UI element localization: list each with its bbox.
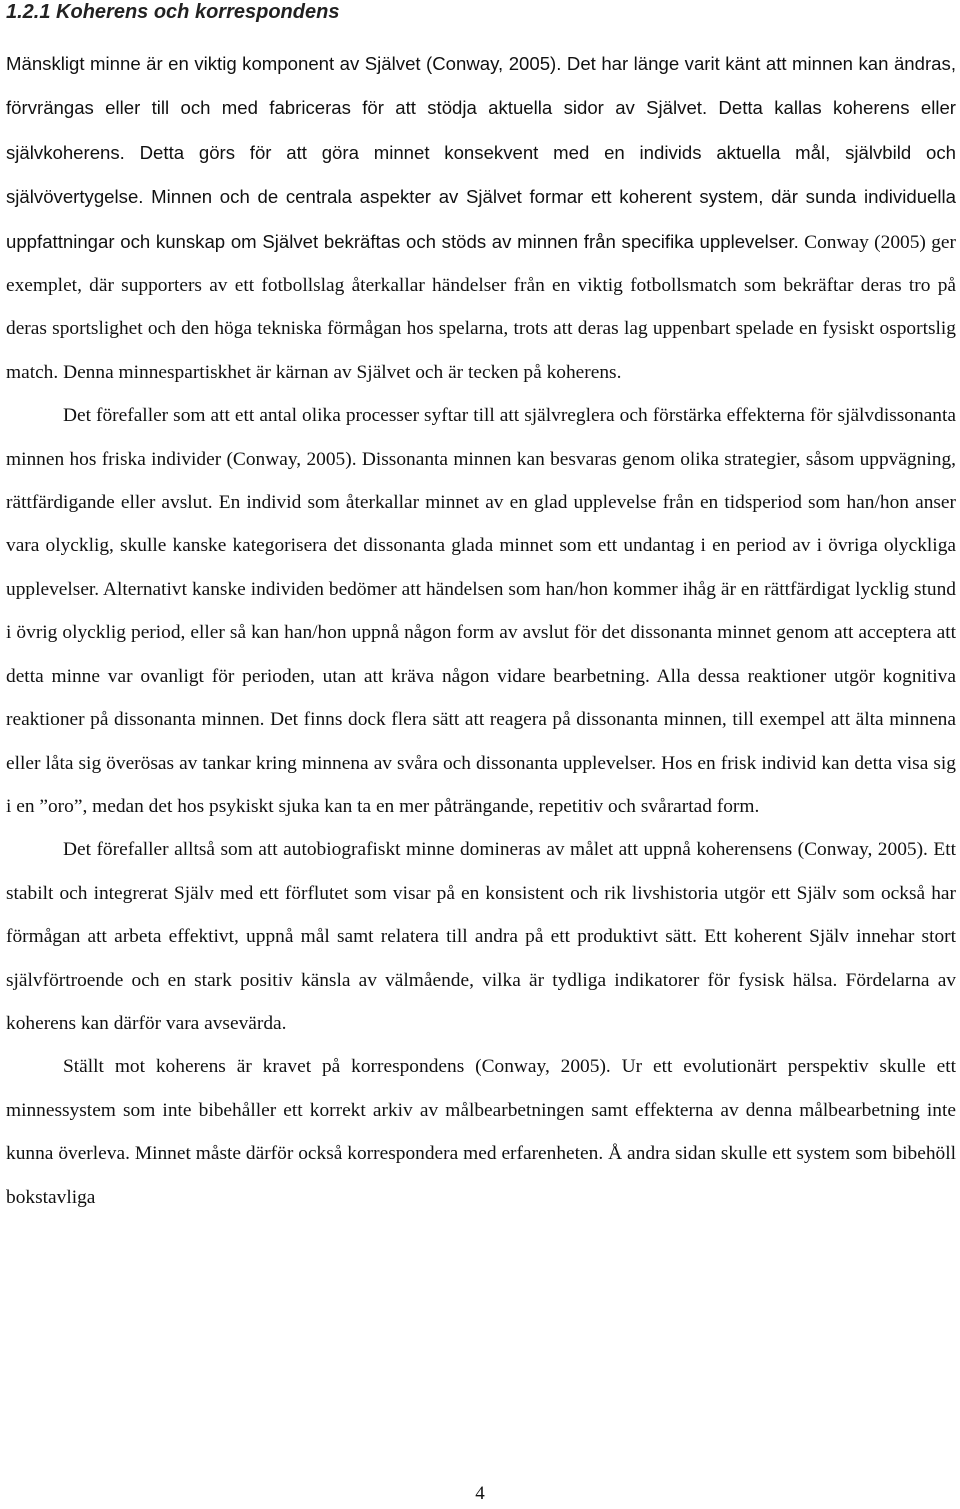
section-heading: 1.2.1 Koherens och korrespondens [6,1,340,23]
paragraph-1 [6,42,956,394]
paragraph-4: Ställt mot koherens är kravet på korrespondens (Conway, 2005). Ur ett evolutionärt perspektiv skulle ett minnessystem som inte bibehåller ett korrekt arkiv av målbearbetningen samt effekterna av denna målbearbetning inte kunna överleva. Minnet måste därför också korrespondera med erfarenheten. Å andra sidan skulle ett system som bibehöll bokstavliga [6,1056,956,1208]
paragraph-1-serif-segment: Conway (2005) ger exemplet, där supporters av ett fotbollslag återkallar händelser från en viktig fotbollsmatch som bekräftar deras tro på deras sportslighet och den höga tekniska förmågan hos spelarna, trots att deras lag uppenbart spelade en fysiskt osportslig match. Denna minnespartiskhet är kärnan av Självet och är tecken på koherens. [6,231,956,383]
page-number: 4 [475,1483,485,1504]
document-page [6,0,956,1219]
paragraph-3: Det förefaller alltså som att autobiografiskt minne domineras av målet att uppnå koherensens (Conway, 2005). Ett stabilt och integrerat Själv med ett förflutet som visar på en konsistent och rik livshistoria utgör ett Själv som också har förmågan att arbeta effektivt, uppnå mål samt relatera till andra på ett produktivt sätt. Ett koherent Själv innehar stort självförtroende och en stark positiv känsla av välmående, vilka är tydliga indikatorer för fysisk hälsa. Fördelarna av koherens kan därför vara avsevärda. [6,839,956,1034]
paragraph-1-sans-segment: Mänskligt minne är en viktig komponent av Självet (Conway, 2005). Det har länge varit känt att minnen kan ändras, förvrängas eller till och med fabriceras för att stödja aktuella sidor av Självet. Detta kallas koherens eller självkoherens. Detta görs för att göra minnet konsekvent med en individs aktuella mål, självbild och självövertygelse. Minnen och de centrala aspekter av Självet formar ett koherent system, där sunda individuella uppfattningar och kunskap om Självet bekräftas och stöds av minnen från specifika upplevelser. [6,53,956,252]
paragraph-2: Det förefaller som att ett antal olika processer syftar till att självreglera och förstärka effekterna för självdissonanta minnen hos friska individer (Conway, 2005). Dissonanta minnen kan besvaras genom olika strategier, såsom uppvägning, rättfärdigande eller avslut. En individ som återkallar minnet av en glad upplevelse från en tidsperiod som han/hon anser vara olycklig, skulle kanske kategorisera det dissonanta glada minnet som ett undantag i en period av i övriga olyckliga upplevelser. Alternativt kanske individen bedömer att händelsen som han/hon kommer ihåg är en rättfärdigat lycklig stund i övrig olycklig period, eller så kan han/hon uppnå någon form av avslut för det dissonanta minnet genom att acceptera att detta minne var ovanligt för perioden, utan att kräva någon vidare bearbetning. Alla dessa reaktioner utgör kognitiva reaktioner på dissonanta minnen. Det finns dock flera sätt att reagera på dissonanta minnen, till exempel att älta minnena eller låta sig överösas av tankar kring minnena av svåra och dissonanta upplevelser. Hos en frisk individ kan detta visa sig i en ”oro”, medan det hos psykiskt sjuka kan ta en mer påträngande, repetitiv och svårartad form. [6,405,956,817]
